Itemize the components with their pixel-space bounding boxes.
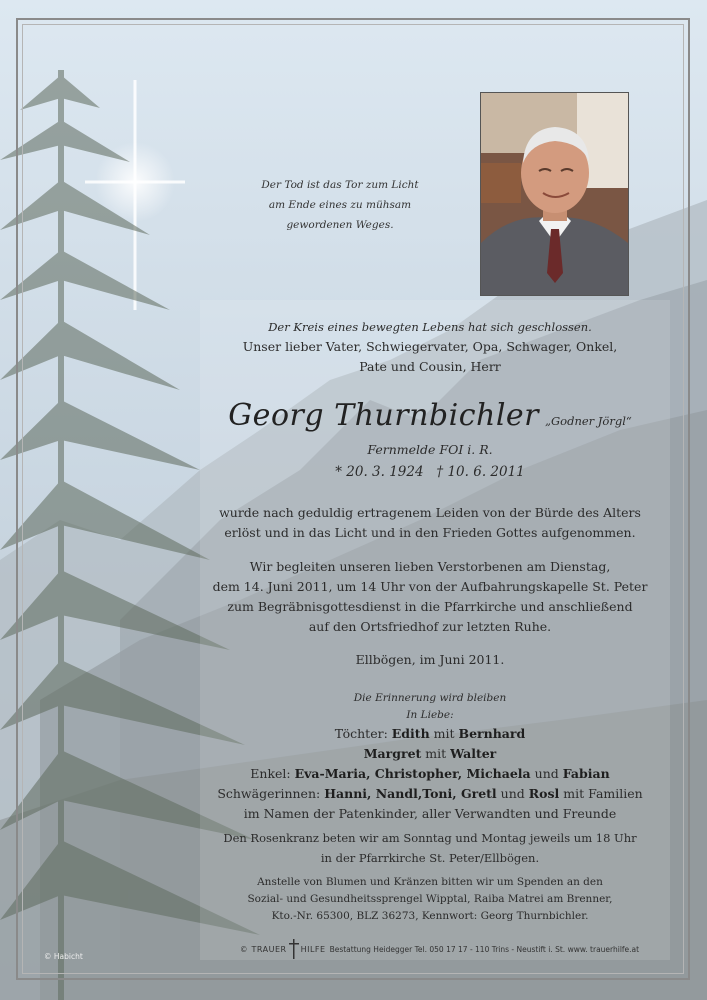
place-date: [200, 650, 660, 670]
quote-line-3: gewordenen Weges.: [286, 219, 394, 231]
body-p2-line-1: Wir begleiten unseren lieben Verstorbenen am Dienstag,: [249, 559, 611, 574]
donation-block: [200, 874, 660, 925]
portrait-photo: [480, 92, 629, 296]
donation-line-1: Anstelle von Blumen und Kränzen bitten wir um Spenden an den: [257, 876, 603, 888]
deceased-details: [200, 440, 660, 482]
with-word: mit: [425, 746, 447, 761]
copyright-symbol: ©: [240, 944, 248, 954]
logo-text-right: HILFE: [300, 944, 326, 954]
sisters-names: Hanni, Nandl,Toni, Gretl: [324, 786, 497, 801]
closing-line: im Namen der Patenkinder, aller Verwandten und Freunde: [243, 806, 617, 821]
in-love-line: In Liebe:: [406, 709, 454, 721]
photo-credit: © Habicht: [44, 952, 83, 961]
sisters-suffix: mit Familien: [563, 786, 643, 801]
rosary-block: [200, 828, 660, 868]
sisters-in-law-line: [200, 784, 660, 804]
deceased-name: Georg Thurnbichler: [228, 398, 540, 433]
body-paragraph-1: [200, 503, 660, 543]
memory-line: Die Erinnerung wird bleiben: [353, 692, 507, 704]
rosary-line-1: Den Rosenkranz beten wir am Sonntag und Montag jeweils um 18 Uhr: [223, 831, 637, 845]
daughter-2: Margret: [363, 746, 422, 761]
sister-last: Rosl: [528, 786, 560, 801]
body-p1-line-1: wurde nach geduldig ertragenem Leiden von der Bürde des Alters: [219, 505, 641, 520]
body-p2-line-2: dem 14. Juni 2011, um 14 Uhr von der Aufbahrungskapelle St. Peter: [212, 579, 648, 594]
grandchildren-label: Enkel:: [250, 766, 291, 781]
daughters-line: [200, 724, 660, 744]
body-p1-line-2: erlöst und in das Licht und in den Frieden Gottes aufgenommen.: [224, 525, 636, 540]
body-paragraph-2: [200, 557, 660, 637]
footer-contact: Bestattung Heidegger Tel. 050 17 17 - 110 Trins - Neustift i. St. www. trauerhilfe.at: [329, 944, 640, 954]
and-word: und: [534, 766, 559, 781]
quote-line-1: Der Tod ist das Tor zum Licht: [261, 179, 419, 191]
deceased-name-block: [200, 398, 660, 433]
deceased-dates: * 20. 3. 1924 † 10. 6. 2011: [335, 464, 525, 480]
daughter-2-partner: Walter: [450, 746, 497, 761]
daughters-line-2: [200, 744, 660, 764]
portrait-illustration: [481, 93, 628, 295]
daughters-label: Töchter:: [334, 726, 388, 741]
and-word: und: [500, 786, 525, 801]
grandchildren-names: Eva-Maria, Christopher, Michaela: [294, 766, 531, 781]
deceased-title: Fernmelde FOI i. R.: [367, 442, 493, 457]
with-word: mit: [433, 726, 455, 741]
trauerhilfe-logo: [252, 939, 326, 959]
intro-block: [200, 318, 660, 377]
place-date-text: Ellbögen, im Juni 2011.: [355, 652, 505, 667]
donation-line-2: Sozial- und Gesundheitssprengel Wipptal, Raiba Matrei am Brenner,: [247, 893, 613, 905]
daughter-1-partner: Bernhard: [458, 726, 526, 741]
quote-block: [240, 175, 440, 235]
sisters-label: Schwägerinnen:: [217, 786, 321, 801]
intro-line-3: Pate und Cousin, Herr: [359, 359, 501, 374]
rosary-line-2: in der Pfarrkirche St. Peter/Ellbögen.: [320, 851, 540, 865]
logo-text-left: TRAUER: [251, 944, 287, 954]
deceased-nickname: „Godner Jörgl“: [545, 414, 632, 428]
body-p2-line-4: auf den Ortsfriedhof zur letzten Ruhe.: [308, 619, 552, 634]
family-block: [200, 690, 660, 824]
footer: [240, 939, 660, 959]
intro-line-2: Unser lieber Vater, Schwiegervater, Opa, Schwager, Onkel,: [242, 339, 618, 354]
grandchildren-line: [200, 764, 660, 784]
quote-line-2: am Ende eines zu mühsam: [268, 199, 412, 211]
body-p2-line-3: zum Begräbnisgottesdienst in die Pfarrkirche und anschließend: [227, 599, 633, 614]
grandchild-last: Fabian: [562, 766, 610, 781]
donation-line-3: Kto.-Nr. 65300, BLZ 36273, Kennwort: Georg Thurnbichler.: [271, 910, 589, 922]
daughter-1: Edith: [391, 726, 430, 741]
intro-line-1: Der Kreis eines bewegten Lebens hat sich geschlossen.: [268, 320, 592, 334]
cross-logo-icon: [289, 939, 299, 959]
